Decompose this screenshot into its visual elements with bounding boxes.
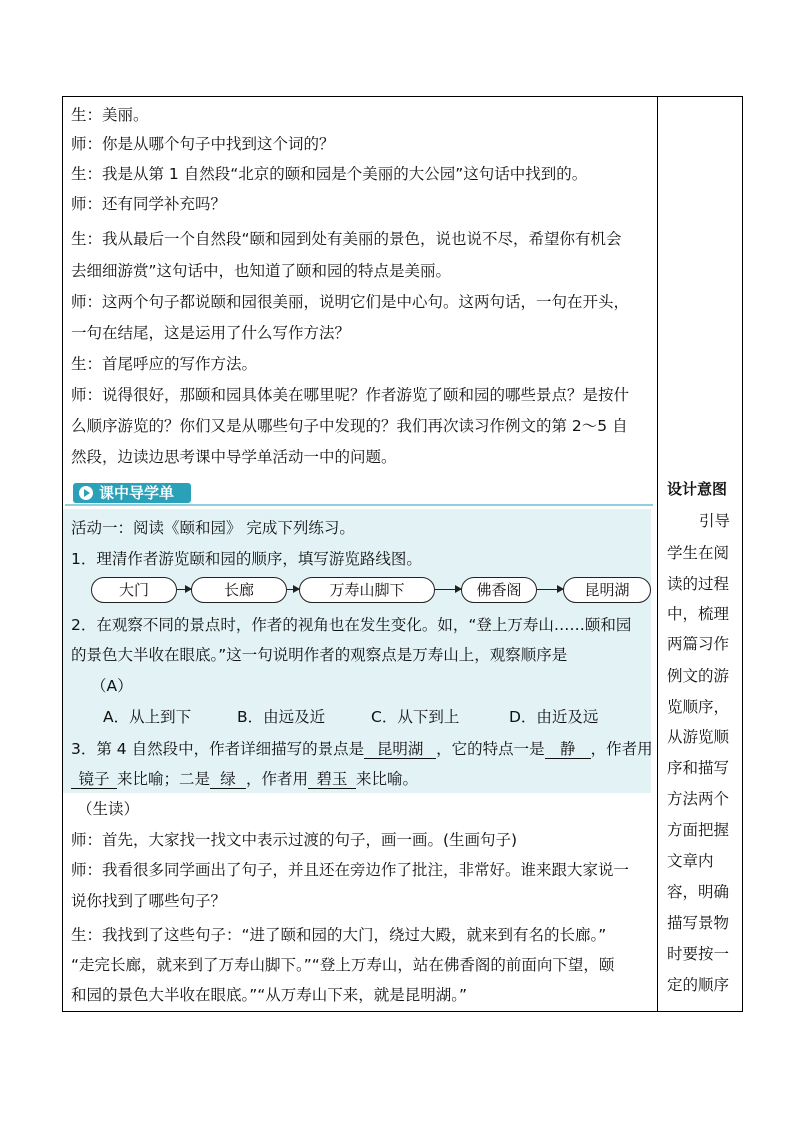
answer-blank: 碧玉 bbox=[308, 770, 356, 789]
dialogue-line: 师：这两个句子都说颐和园很美丽，说明它们是中心句。这两句话，一句在开头， bbox=[71, 293, 630, 311]
question-3 bbox=[71, 739, 653, 759]
design-intent-line: 从游览顺 bbox=[667, 728, 730, 746]
question-3-text: 3．第 4 自然段中，作者详细描写的景点是 bbox=[71, 740, 365, 758]
banner-title: 课中导学单 bbox=[99, 484, 175, 502]
section-banner bbox=[65, 481, 653, 507]
question-3-text: ，它的特点一是 bbox=[436, 740, 545, 758]
play-icon bbox=[79, 486, 93, 500]
design-intent-line: 览顺序， bbox=[667, 698, 730, 716]
design-intent-line: 引导 bbox=[699, 512, 731, 530]
design-intent-line: 序和描写 bbox=[667, 759, 730, 777]
dialogue-line: 然段，边读边思考课中导学单活动一中的问题。 bbox=[71, 448, 397, 466]
dialogue-line: 么顺序游览的？你们又是从哪些句子中发现的？我们再次读习作例文的第 2～5 自 bbox=[71, 417, 628, 435]
design-intent-line: 方面把握 bbox=[667, 821, 730, 839]
dialogue-line: 师：还有同学补充吗？ bbox=[71, 195, 227, 213]
dialogue-line: “走完长廊，就来到了万寿山脚下。”“登上万寿山，站在佛香阁的前面向下望，颐 bbox=[71, 956, 615, 974]
question-3-text: 来比喻。 bbox=[356, 770, 419, 788]
option-a: A．从上到下 bbox=[103, 708, 192, 726]
answer-blank: 昆明湖 bbox=[364, 740, 436, 759]
dialogue-line: 生：我从最后一个自然段“颐和园到处有美丽的景色，说也说不尽，希望你有机会 bbox=[71, 230, 622, 248]
question-3 bbox=[71, 769, 418, 789]
dialogue-line: 去细细游赏”这句话中，也知道了颐和园的特点是美丽。 bbox=[71, 262, 452, 280]
dialogue-line: 师：首先，大家找一找文中表示过渡的句子，画一画。(生画句子) bbox=[71, 831, 518, 849]
question-2: 的景色大半收在眼底。”这一句说明作者的观察点是万寿山上，观察顺序是 bbox=[71, 646, 568, 664]
design-intent-line: 学生在阅 bbox=[667, 544, 730, 562]
route-node: 昆明湖 bbox=[563, 577, 651, 603]
route-node: 长廊 bbox=[191, 577, 287, 603]
dialogue-line: 说你找到了哪些句子？ bbox=[71, 892, 227, 910]
answer-blank: 绿 bbox=[210, 770, 246, 789]
design-intent-line: 描写景物 bbox=[667, 914, 730, 932]
question-2: 2．在观察不同的景点时，作者的视角也在发生变化。如，“登上万寿山……颐和园 bbox=[71, 616, 632, 634]
question-1: 1．理清作者游览颐和园的顺序，填写游览路线图。 bbox=[71, 550, 422, 568]
route-arrow bbox=[537, 589, 563, 590]
dialogue-line: 生：首尾呼应的写作方法。 bbox=[71, 355, 258, 373]
question-3-text: ，作者用 bbox=[590, 740, 653, 758]
dialogue-line: 生：美丽。 bbox=[71, 106, 149, 124]
banner-tab bbox=[73, 483, 191, 503]
option-c: C．从下到上 bbox=[371, 708, 460, 726]
design-intent-line: 定的顺序 bbox=[667, 976, 730, 994]
design-intent-line: 时要按一 bbox=[667, 945, 730, 963]
route-arrow bbox=[177, 589, 191, 590]
banner-rule bbox=[65, 504, 653, 506]
question-3-text: 来比喻；二是 bbox=[117, 770, 211, 788]
dialogue-line: 师：我看很多同学画出了句子，并且还在旁边作了批注，非常好。谁来跟大家说一 bbox=[71, 861, 630, 879]
question-3-text: ，作者用 bbox=[246, 770, 309, 788]
route-arrow bbox=[435, 589, 461, 590]
route-node: 万寿山脚下 bbox=[299, 577, 435, 603]
dialogue-line: 师：说得很好，那颐和园具体美在哪里呢？作者游览了颐和园的哪些景点？是按什 bbox=[71, 386, 630, 404]
design-intent-line: 方法两个 bbox=[667, 790, 730, 808]
dialogue-line: 生：我找到了这些句子：“进了颐和园的大门，绕过大殿，就来到有名的长廊。” bbox=[71, 926, 607, 944]
question-2-answer: （A） bbox=[91, 677, 133, 695]
dialogue-line: 生：我是从第 1 自然段“北京的颐和园是个美丽的大公园”这句话中找到的。 bbox=[71, 165, 588, 183]
route-node: 佛香阁 bbox=[461, 577, 537, 603]
design-intent-line: 文章内 bbox=[667, 852, 714, 870]
route-node: 大门 bbox=[91, 577, 177, 603]
dialogue-line: 师：你是从哪个句子中找到这个词的？ bbox=[71, 135, 335, 153]
dialogue-line: （生读） bbox=[77, 800, 140, 818]
design-intent-line: 两篇习作 bbox=[667, 635, 730, 653]
option-b: B．由远及近 bbox=[237, 708, 326, 726]
lesson-table bbox=[62, 96, 743, 1012]
answer-blank: 静 bbox=[545, 740, 591, 759]
activity-heading: 活动一：阅读《颐和园》 完成下列练习。 bbox=[71, 519, 355, 537]
design-intent-line: 例文的游 bbox=[667, 667, 730, 685]
design-intent-line: 中，梳理 bbox=[667, 605, 730, 623]
design-intent-line: 读的过程 bbox=[667, 575, 730, 593]
column-divider bbox=[657, 97, 658, 1011]
dialogue-line: 一句在结尾，这是运用了什么写作方法？ bbox=[71, 324, 351, 342]
answer-blank: 镜子 bbox=[71, 770, 117, 789]
design-intent-line: 容，明确 bbox=[667, 883, 730, 901]
route-arrow bbox=[287, 589, 299, 590]
design-intent-title: 设计意图 bbox=[667, 480, 728, 498]
option-d: D．由近及远 bbox=[509, 708, 599, 726]
dialogue-line: 和园的景色大半收在眼底。”“从万寿山下来，就是昆明湖。” bbox=[71, 986, 468, 1004]
